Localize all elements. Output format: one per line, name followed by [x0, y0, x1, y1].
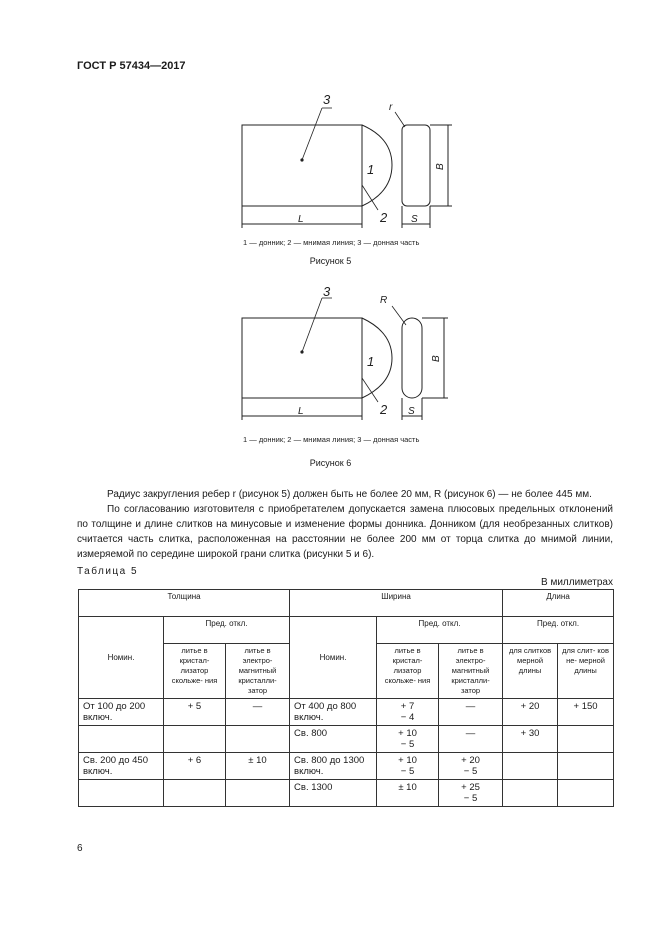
table-row	[79, 753, 614, 780]
thickness-cast-crystallizer: литье в кристал- лизатор скольже- ния	[164, 644, 226, 699]
table-5-units: В миллиметрах	[541, 577, 613, 588]
cell-length-tol-a: + 30	[503, 726, 558, 753]
body-text	[77, 487, 613, 562]
cell-thickness-tol-a	[164, 726, 226, 753]
cell-thickness-tol-a	[164, 780, 226, 807]
cell-thickness-tol-b	[226, 780, 290, 807]
cell-thickness-tol-b: ± 10	[226, 753, 290, 780]
fig6-label-R: R	[380, 295, 388, 306]
fig6-label-3: 3	[323, 284, 331, 299]
cell-thickness-tol-b: —	[226, 699, 290, 726]
fig5-label-3: 3	[323, 95, 331, 107]
fig5-label-B: B	[435, 163, 446, 170]
cell-thickness-nominal	[79, 726, 164, 753]
figure-6-drawing	[0, 283, 661, 428]
cell-length-tol-b: + 150	[558, 699, 614, 726]
cell-width-tol-b: —	[439, 726, 503, 753]
table-row	[79, 699, 614, 726]
fig5-label-S: S	[411, 214, 418, 225]
table-5	[78, 589, 614, 807]
fig5-label-L: L	[298, 214, 304, 225]
document-header: ГОСТ Р 57434—2017	[77, 60, 186, 72]
fig5-label-r: r	[389, 102, 393, 113]
group-width: Ширина	[290, 590, 503, 617]
width-tol-header: Пред. откл.	[377, 617, 503, 644]
cell-width-nominal: Св. 800 до 1300 включ.	[290, 753, 377, 780]
table-row	[79, 726, 614, 753]
cell-length-tol-a	[503, 780, 558, 807]
table-row	[79, 780, 614, 807]
figure-6-legend: 1 — донник; 2 — мнимая линия; 3 — донная часть	[243, 435, 420, 444]
cell-thickness-tol-a: + 5	[164, 699, 226, 726]
cell-length-tol-a	[503, 753, 558, 780]
figure-5-title: Рисунок 5	[309, 256, 352, 266]
fig6-label-L: L	[298, 406, 304, 417]
cell-width-nominal: Св. 1300	[290, 780, 377, 807]
cell-length-tol-a: + 20	[503, 699, 558, 726]
cell-thickness-tol-b	[226, 726, 290, 753]
cell-width-tol-b: —	[439, 699, 503, 726]
cell-width-tol-a: ± 10	[377, 780, 439, 807]
cell-length-tol-b	[558, 780, 614, 807]
cell-width-nominal: Св. 800	[290, 726, 377, 753]
fig6-label-1: 1	[367, 354, 375, 369]
cell-thickness-tol-a: + 6	[164, 753, 226, 780]
cell-thickness-nominal: Св. 200 до 450 включ.	[79, 753, 164, 780]
cell-thickness-nominal: От 100 до 200 включ.	[79, 699, 164, 726]
thickness-cast-electromag: литье в электро- магнитный кристалли- затор	[226, 644, 290, 699]
group-length: Длина	[503, 590, 614, 617]
cell-thickness-nominal	[79, 780, 164, 807]
table-group-header-row	[79, 590, 614, 617]
length-measured: для слитков мерной длины	[503, 644, 558, 699]
thickness-nominal-header: Номин.	[79, 617, 164, 699]
width-cast-electromag: литье в электро- магнитный кристалли- затор	[439, 644, 503, 699]
fig6-label-B: B	[431, 355, 442, 362]
thickness-tol-header: Пред. откл.	[164, 617, 290, 644]
figure-5-legend: 1 — донник; 2 — мнимая линия; 3 — донная часть	[243, 238, 420, 247]
cell-length-tol-b	[558, 726, 614, 753]
length-unmeasured: для слит- ков не- мерной длины	[558, 644, 614, 699]
figure-5-drawing	[0, 95, 661, 255]
table-5-title: Таблица 5	[77, 566, 139, 577]
cell-width-tol-a: + 10 − 5	[377, 753, 439, 780]
cell-width-nominal: От 400 до 800 включ.	[290, 699, 377, 726]
table-tol-header-row	[79, 617, 614, 644]
paragraph-agreement: По согласованию изготовителя с приобретателем допускается замена плюсовых предельных отклонений по толщине и длине слитков на минусовые и изменение формы донника. Донником (для необрезанных слитков) считается часть слитка, расположенная на расстоянии не более 200 мм от торца слитка до мнимой линии, измеряемой по середине широкой грани слитка (рисунки 5 и 6).	[77, 504, 613, 560]
paragraph-radius: Радиус закругления ребер r (рисунок 5) должен быть не более 20 мм, R (рисунок 6) — не более 445 мм.	[107, 489, 592, 500]
cell-width-tol-a: + 7 − 4	[377, 699, 439, 726]
cell-width-tol-b: + 20 − 5	[439, 753, 503, 780]
cell-length-tol-b	[558, 753, 614, 780]
width-cast-crystallizer: литье в кристал- лизатор скольже- ния	[377, 644, 439, 699]
cell-width-tol-b: + 25 − 5	[439, 780, 503, 807]
fig6-label-2: 2	[380, 402, 388, 417]
figure-6-title: Рисунок 6	[309, 458, 352, 468]
page-number: 6	[77, 843, 83, 854]
group-thickness: Толщина	[79, 590, 290, 617]
fig5-label-1: 1	[367, 162, 375, 177]
cell-width-tol-a: + 10 − 5	[377, 726, 439, 753]
width-nominal-header: Номин.	[290, 617, 377, 699]
fig5-label-2: 2	[380, 210, 388, 225]
length-tol-header: Пред. откл.	[503, 617, 614, 644]
fig6-label-S: S	[408, 406, 415, 417]
